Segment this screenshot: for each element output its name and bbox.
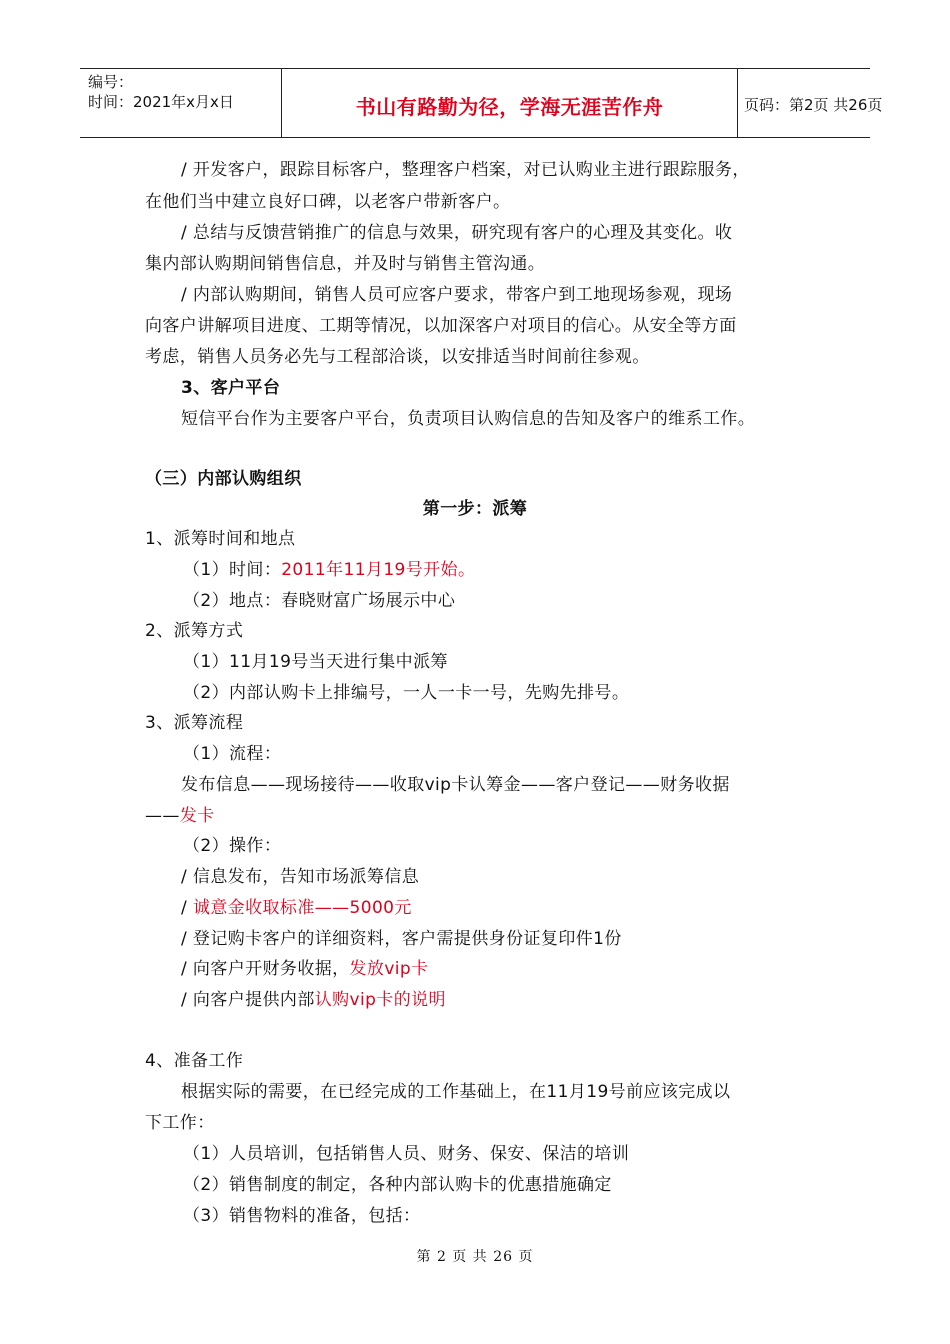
list-item	[183, 559, 475, 581]
header-motto: 书山有路勤为径，学海无涯苦作舟	[355, 95, 664, 119]
date-label: 时间：2021年x月x日	[88, 93, 234, 111]
bullet-item: / 信息发布，告知市场派筹信息	[181, 867, 420, 887]
body-line: 根据实际的需要，在已经完成的工作基础上，在11月19号前应该完成以	[181, 1082, 731, 1102]
section-heading: （三）内部认购组织	[145, 469, 302, 489]
list-item: （2）内部认购卡上排编号，一人一卡一号，先购先排号。	[183, 683, 630, 703]
page-footer: 第 2 页 共 26 页	[416, 1249, 534, 1265]
highlight-text: 2011年11月19号开始。	[281, 560, 476, 580]
list-heading: 4、准备工作	[145, 1051, 244, 1071]
step-title: 第一步：派筹	[422, 499, 528, 519]
highlight-text: 认购vip卡的说明	[314, 990, 446, 1010]
bullet-text: / 向客户提供内部	[181, 990, 315, 1010]
list-item: （2）地点：春晓财富广场展示中心	[183, 591, 456, 611]
list-item-label: （1）时间：	[183, 560, 282, 580]
body-line: 向客户讲解项目进度、工期等情况，以加深客户对项目的信心。从安全等方面	[145, 316, 737, 336]
body-line: 下工作：	[145, 1113, 215, 1133]
list-heading: 3、派筹流程	[145, 713, 244, 733]
list-item: （1）流程：	[183, 744, 282, 764]
highlight-text: 发放vip卡	[349, 959, 429, 979]
highlight-text: 诚意金收取标准——5000元	[192, 898, 412, 918]
page-indicator: 页码：第2页 共26页	[744, 96, 883, 114]
list-item: （2）操作：	[183, 836, 282, 856]
header-motto-cell	[281, 69, 738, 137]
body-line: / 开发客户，跟踪目标客户，整理客户档案，对已认购业主进行跟踪服务，	[181, 160, 750, 180]
body-line: 在他们当中建立良好口碑，以老客户带新客户。	[145, 192, 511, 212]
dash-text: ——	[145, 806, 180, 826]
bullet-marker: /	[181, 898, 193, 918]
header-page-cell	[738, 69, 883, 137]
list-item: （3）销售物料的准备，包括：	[183, 1206, 421, 1226]
body-line: / 总结与反馈营销推广的信息与效果，研究现有客户的心理及其变化。收	[181, 223, 733, 243]
body-line: 短信平台作为主要客户平台，负责项目认购信息的告知及客户的维系工作。	[181, 409, 756, 429]
bullet-item: / 登记购卡客户的详细资料，客户需提供身份证复印件1份	[181, 929, 622, 949]
bullet-item	[181, 897, 412, 919]
bullet-text: / 向客户开财务收据，	[181, 959, 350, 979]
list-heading: 2、派筹方式	[145, 621, 244, 641]
list-item: （1）11月19号当天进行集中派筹	[183, 652, 448, 672]
body-line: 集内部认购期间销售信息，并及时与销售主管沟通。	[145, 254, 546, 274]
number-label: 编号：	[88, 73, 134, 91]
body-line: / 内部认购期间，销售人员可应客户要求，带客户到工地现场参观，现场	[181, 285, 733, 305]
bullet-item	[181, 958, 429, 980]
body-line	[145, 805, 215, 827]
highlight-text: 发卡	[179, 806, 215, 826]
list-heading: 1、派筹时间和地点	[145, 529, 296, 549]
header-meta-cell	[80, 69, 281, 137]
body-line: 发布信息——现场接待——收取vip卡认筹金——客户登记——财务收据	[181, 775, 730, 795]
list-item: （1）人员培训，包括销售人员、财务、保安、保洁的培训	[183, 1144, 630, 1164]
bullet-item	[181, 989, 446, 1011]
document-header	[80, 68, 883, 138]
body-line: 考虑，销售人员务必先与工程部洽谈，以安排适当时间前往参观。	[145, 347, 650, 367]
section-heading: 3、客户平台	[181, 378, 281, 398]
list-item: （2）销售制度的制定，各种内部认购卡的优惠措施确定	[183, 1175, 612, 1195]
